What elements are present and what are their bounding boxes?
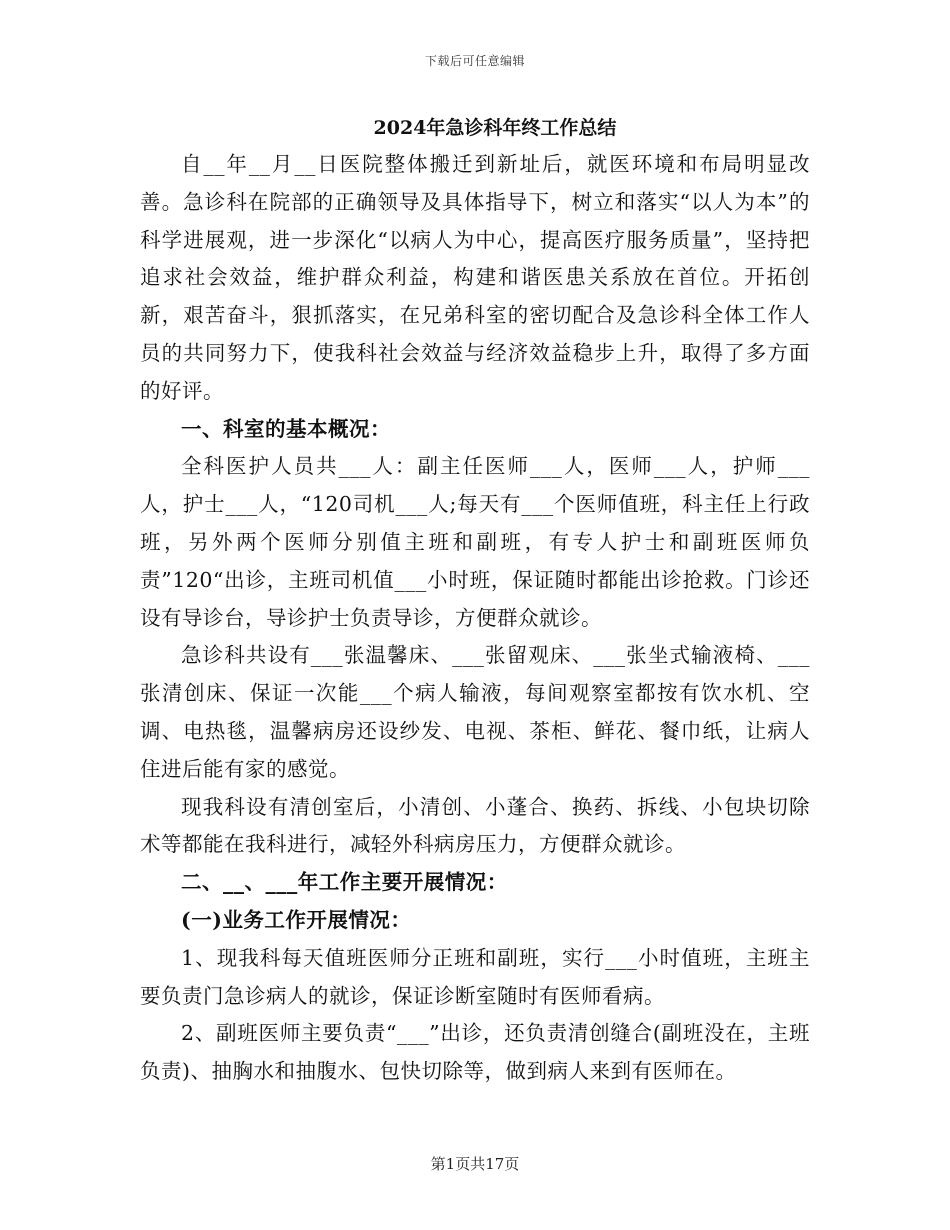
page-number: 第1页共17页 [430,1155,520,1173]
paragraph-staff: 全科医护人员共___人：副主任医师___人，医师___人，护师___人，护士___人，“120司机___人;每天有___个医师值班，科主任上行政班，另外两个医师分别值主班和副班，有专人护士和副班医师负责”120“出诊，主班司机值___小时班，保证随时都能出诊抢救。门诊还设有导诊台，导诊护士负责导诊，方便群众就诊。 [140,454,810,630]
subsection-heading-1: (一)业务工作开展情况： [181,907,412,932]
paragraph-item-1: 1、现我科每天值班医师分正班和副班，实行___小时值班，主班主要负责门急诊病人的就诊，保证诊断室随时有医师看病。 [140,945,810,1008]
section-heading-2: 二、__、___年工作主要开展情况： [181,870,508,895]
section-heading-1: 一、科室的基本概况： [181,416,391,441]
document-title: 2024年急诊科年终工作总结 [373,117,617,139]
paragraph-item-2: 2、副班医师主要负责“___”出诊，还负责清创缝合(副班没在，主班负责)、抽胸水和抽腹水、包快切除等，做到病人来到有医师在。 [140,1021,810,1084]
paragraph-debridement: 现我科设有清创室后，小清创、小蓬合、换药、拆线、小包块切除术等都能在我科进行，减轻外科病房压力，方便群众就诊。 [140,794,810,857]
document-body [140,110,810,1091]
header-note: 下载后可任意编辑 [424,54,525,68]
paragraph-intro: 自__年__月__日医院整体搬迁到新址后，就医环境和布局明显改善。急诊科在院部的正确领导及具体指导下，树立和落实“以人为本”的科学进展观，进一步深化“以病人为中心，提高医疗服务质量”，坚持把追求社会效益，维护群众利益，构建和谐医患关系放在首位。开拓创新，艰苦奋斗，狠抓落实，在兄弟科室的密切配合及急诊科全体工作人员的共同努力下，使我科社会效益与经济效益稳步上升，取得了多方面的好评。 [140,152,810,403]
paragraph-facilities: 急诊科共设有___张温馨床、___张留观床、___张坐式输液椅、___张清创床、保证一次能___个病人输液，每间观察室都按有饮水机、空调、电热毯，温馨病房还设纱发、电视、茶柜、鲜花、餐巾纸，让病人住进后能有家的感觉。 [140,643,810,781]
